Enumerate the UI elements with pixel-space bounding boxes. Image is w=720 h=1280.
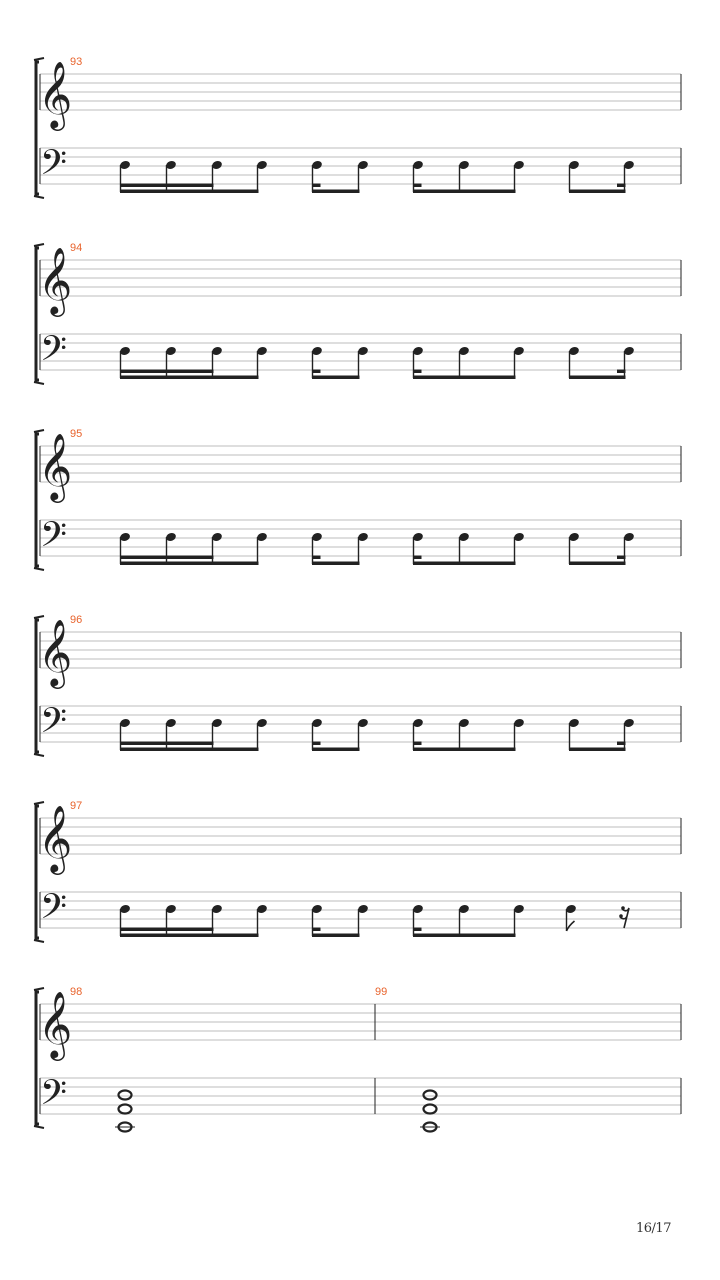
partial-beam <box>617 556 626 560</box>
partial-beam <box>617 184 626 188</box>
secondary-beam <box>120 556 214 560</box>
measure-number: 96 <box>70 614 83 626</box>
whole-note-chord <box>115 1091 135 1132</box>
sixteenth-rest <box>620 908 629 928</box>
primary-beam <box>312 190 360 194</box>
treble-clef-icon: 𝄞 <box>38 246 73 314</box>
treble-staff <box>40 260 681 296</box>
partial-beam <box>413 370 422 374</box>
primary-beam <box>120 934 259 938</box>
bass-notes <box>119 904 629 937</box>
whole-note-chord <box>420 1091 440 1132</box>
primary-beam <box>413 748 516 752</box>
whole-note <box>119 1091 132 1100</box>
primary-beam <box>413 934 516 938</box>
measure-number: 93 <box>70 56 83 68</box>
bass-clef-icon: 𝄢 <box>40 700 68 749</box>
primary-beam <box>120 190 259 194</box>
measure-number: 98 <box>70 986 83 998</box>
primary-beam <box>120 376 259 380</box>
bracket-bottom-serif <box>34 940 44 942</box>
secondary-beam <box>120 370 214 374</box>
whole-note <box>119 1105 132 1114</box>
primary-beam <box>569 748 626 752</box>
primary-beam <box>120 562 259 566</box>
bass-notes <box>119 346 635 379</box>
bass-notes <box>119 532 635 565</box>
whole-note <box>424 1105 437 1114</box>
partial-beam <box>312 928 321 932</box>
page-number: 16/17 <box>636 1221 671 1236</box>
note-flag <box>567 921 575 931</box>
partial-beam <box>413 742 422 746</box>
partial-beam <box>617 370 626 374</box>
secondary-beam <box>120 742 214 746</box>
partial-beam <box>312 370 321 374</box>
system-1 <box>34 56 681 198</box>
bracket-bottom-serif <box>34 1126 44 1128</box>
primary-beam <box>569 562 626 566</box>
bass-notes <box>119 160 635 193</box>
system-4 <box>34 614 681 756</box>
treble-staff <box>40 632 681 668</box>
system-5 <box>34 800 681 942</box>
partial-beam <box>413 184 422 188</box>
bass-notes <box>119 718 635 751</box>
bass-clef-icon: 𝄢 <box>40 886 68 935</box>
primary-beam <box>413 376 516 380</box>
treble-staff <box>40 818 681 854</box>
secondary-beam <box>120 928 214 932</box>
bass-clef-icon: 𝄢 <box>40 142 68 191</box>
treble-staff <box>40 74 681 110</box>
primary-beam <box>413 190 516 194</box>
system-6 <box>34 986 681 1132</box>
bass-clef-icon: 𝄢 <box>40 328 68 377</box>
partial-beam <box>312 556 321 560</box>
rest-dot <box>619 914 623 918</box>
secondary-beam <box>120 184 214 188</box>
partial-beam <box>413 928 422 932</box>
primary-beam <box>120 748 259 752</box>
bass-clef-icon: 𝄢 <box>40 1072 68 1121</box>
treble-staff <box>40 446 681 482</box>
bracket-bottom-serif <box>34 754 44 756</box>
treble-staff <box>40 1004 681 1040</box>
whole-note <box>424 1091 437 1100</box>
bass-clef-icon: 𝄢 <box>40 514 68 563</box>
treble-clef-icon: 𝄞 <box>38 60 73 128</box>
bracket-bottom-serif <box>34 568 44 570</box>
measure-number: 97 <box>70 800 83 812</box>
rest-dot <box>621 906 625 910</box>
treble-clef-icon: 𝄞 <box>38 432 73 500</box>
system-3 <box>34 428 681 570</box>
primary-beam <box>312 562 360 566</box>
partial-beam <box>312 742 321 746</box>
treble-clef-icon: 𝄞 <box>38 804 73 872</box>
treble-clef-icon: 𝄞 <box>38 990 73 1058</box>
measure-number: 95 <box>70 428 83 440</box>
primary-beam <box>569 190 626 194</box>
primary-beam <box>312 748 360 752</box>
measure-number: 94 <box>70 242 83 254</box>
partial-beam <box>413 556 422 560</box>
bracket-bottom-serif <box>34 382 44 384</box>
primary-beam <box>312 376 360 380</box>
primary-beam <box>569 376 626 380</box>
measure-number: 99 <box>375 986 388 998</box>
primary-beam <box>312 934 360 938</box>
treble-clef-icon: 𝄞 <box>38 618 73 686</box>
system-2 <box>34 242 681 384</box>
primary-beam <box>413 562 516 566</box>
partial-beam <box>617 742 626 746</box>
partial-beam <box>312 184 321 188</box>
bracket-bottom-serif <box>34 196 44 198</box>
bass-staff <box>40 1078 681 1114</box>
